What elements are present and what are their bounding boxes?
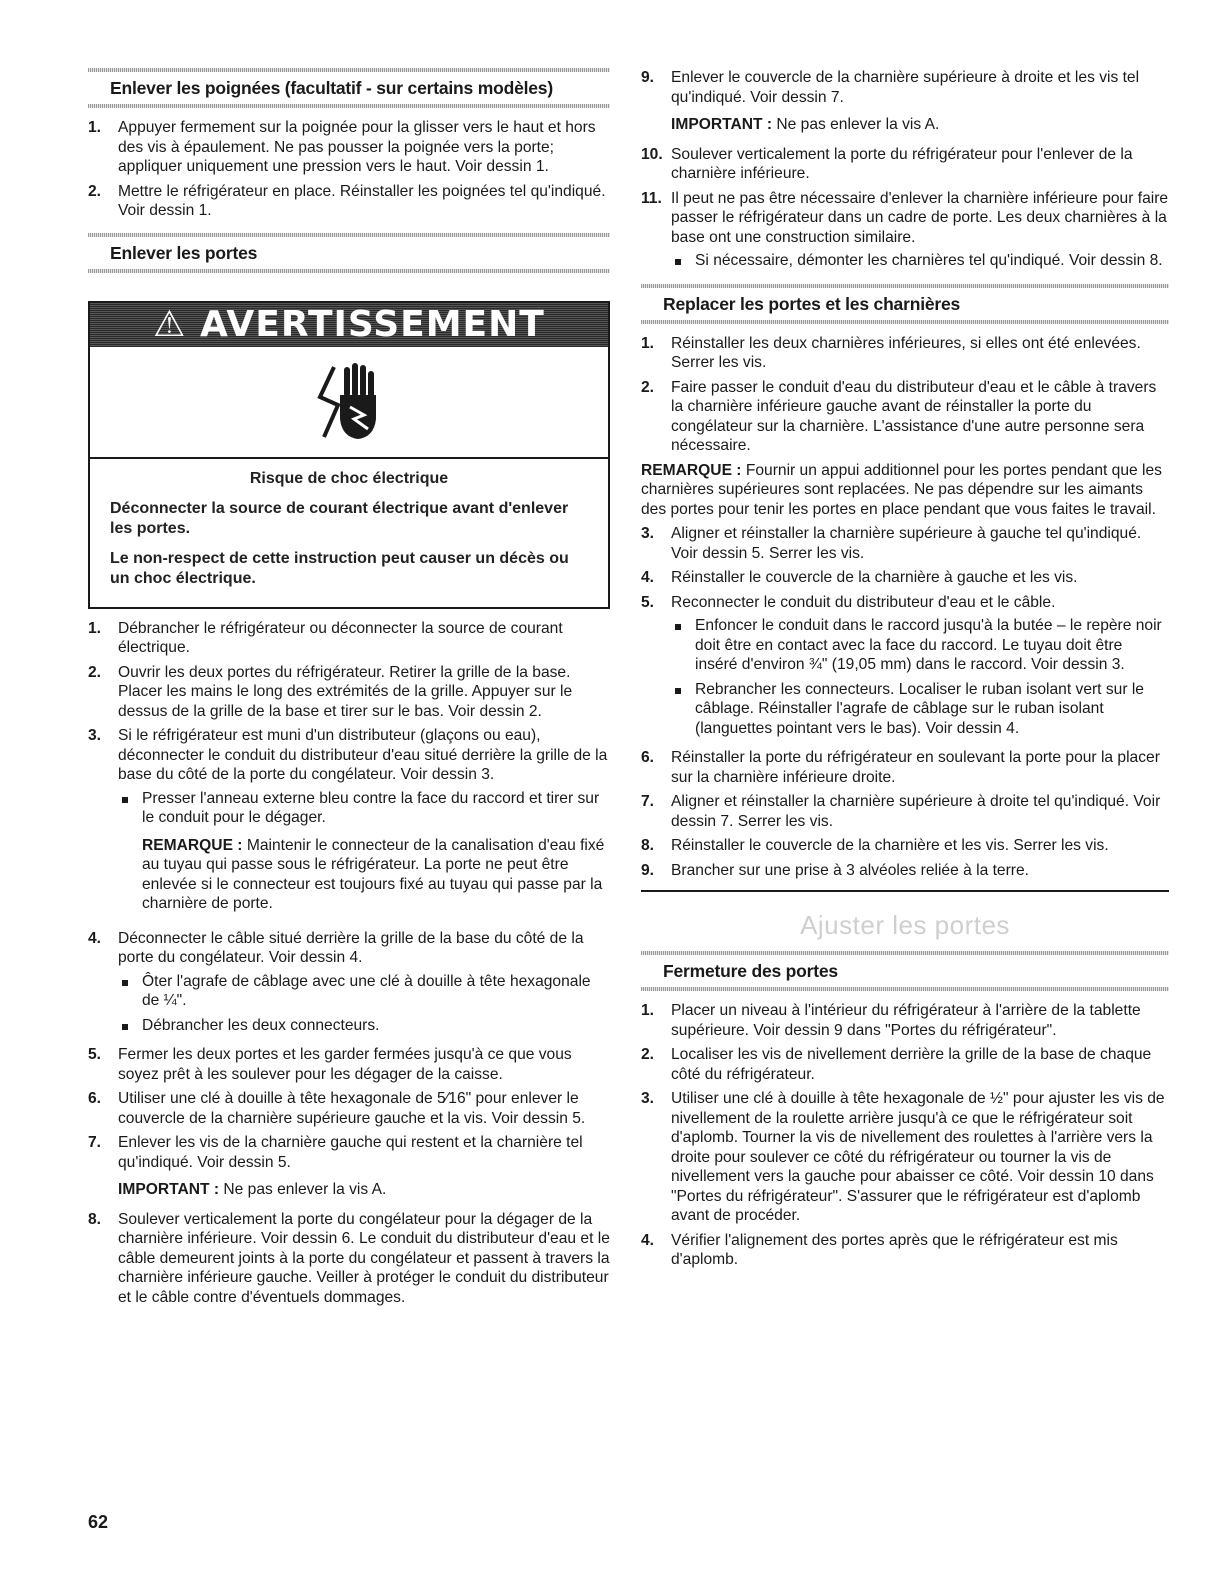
section-title-handles: Enlever les poignées (facultatif - sur certains modèles) xyxy=(110,78,553,98)
bullet-item: Enfoncer le conduit dans le raccord jusqu'à la butée – le repère noir doit être en contact avec la face du raccord. Le tuyau doit être inséré d'environ ¾" (19,05 mm) dans le raccord. Voir dessin 3. xyxy=(671,616,1169,675)
right-column xyxy=(641,68,1169,1275)
warning-consequence: Le non-respect de cette instruction peut causer un décès ou un choc électrique. xyxy=(110,549,569,587)
list-item: 9. Brancher sur une prise à 3 alvéoles reliée à la terre. xyxy=(641,861,1029,879)
list-item: 6. Utiliser une clé à douille à tête hexagonale de 5⁄16" pour enlever le couvercle de la charnière supérieure gauche et la vis. Voir dessin 5. xyxy=(88,1090,586,1127)
bullet-item: Si nécessaire, démonter les charnières tel qu'indiqué. Voir dessin 8. xyxy=(671,251,1169,271)
section-title-doors: Enlever les portes xyxy=(110,242,258,263)
note: REMARQUE : Maintenir le connecteur de la canalisation d'eau fixé au tuyau qui passe sous le réfrigérateur. La porte ne peut être enlevée si le connecteur est toujours fixé au tuyau qui passe par la charnière de porte. xyxy=(142,836,605,912)
list-item: 2. Mettre le réfrigérateur en place. Réinstaller les poignées tel qu'indiqué. Voir dessin 1. xyxy=(88,182,606,219)
list-item: 9. Enlever le couvercle de la charnière supérieure à droite et les vis tel qu'indiqué. Voir dessin 7. IMPORTANT : Ne pas enlever la vis A. xyxy=(641,68,1169,140)
section-rule xyxy=(641,951,1169,955)
handles-steps xyxy=(88,118,610,221)
list-item: 4. Vérifier l'alignement des portes après que le réfrigérateur est mis d'aplomb. xyxy=(641,1231,1118,1268)
list-item: 11. Il peut ne pas être nécessaire d'enlever la charnière inférieure pour faire passer le réfrigérateur dans un cadre de porte. Les deux charnières à la base ont une construction similaire. Si nécessaire, démonter les charnières tel qu'indiqué. Voir dessin 8. xyxy=(641,189,1169,269)
list-item: 8. Soulever verticalement la porte du congélateur pour la dégager de la charnière inférieure. Voir dessin 6. Le conduit du distributeur d'eau et le câble demeurent joints à la porte du congélateur et passent à travers la charnière inférieure gauche. Veiller à protéger le conduit du distributeur et le câble contre d'éventuels dommages. xyxy=(88,1210,610,1306)
warning-risk: Risque de choc électrique xyxy=(249,469,449,487)
section-rule xyxy=(641,987,1169,991)
list-item: 1. Placer un niveau à l'intérieur du réfrigérateur à l'arrière de la tablette supérieure. Voir dessin 9 dans "Portes du réfrigérateur". xyxy=(641,1002,1141,1039)
list-item: 7. Aligner et réinstaller la charnière supérieure à droite tel qu'indiqué. Voir dessin 7. Serrer les vis. xyxy=(641,793,1161,830)
list-item: 4. Réinstaller le couvercle de la charnière à gauche et les vis. xyxy=(641,569,1078,586)
page-number: 62 xyxy=(88,1512,109,1532)
warning-body xyxy=(90,459,608,607)
section-rule xyxy=(641,320,1169,324)
bullet-item: Rebrancher les connecteurs. Localiser le ruban isolant vert sur le câblage. Réinstaller l'agrafe de câblage sur le ruban isolant (languettes pointant vers le bas). Voir dessin 4. xyxy=(671,680,1169,739)
section-rule xyxy=(641,284,1169,288)
replace-steps-continued xyxy=(641,524,1169,880)
list-item: 5. Fermer les deux portes et les garder fermées jusqu'à ce que vous soyez prêt à les soulever pour les dégager de la caisse. xyxy=(88,1046,572,1083)
list-item: 8. Réinstaller le couvercle de la charnière et les vis. Serrer les vis. xyxy=(641,837,1109,854)
doors-steps-continued xyxy=(641,68,1169,276)
warning-box xyxy=(88,301,610,609)
left-column xyxy=(88,68,610,1312)
divider xyxy=(641,890,1169,892)
bullet-item: Débrancher les deux connecteurs. xyxy=(118,1016,610,1036)
section-title-closing: Fermeture des portes xyxy=(663,961,838,981)
list-item: 3. Utiliser une clé à douille à tête hexagonale de ½" pour ajuster les vis de nivellement de la roulette arrière jusqu'à ce que le réfrigérateur soit d'aplomb. Tourner la vis de nivellement des roulettes à l'arrière vers la droite pour soulever ce côté du réfrigérateur ou tourner la vis de nivellement vers la gauche pour abaisser ce côté. Voir dessin 10 dans "Portes du réfrigérateur". S'assurer que le réfrigérateur est d'aplomb avant de procéder. xyxy=(641,1090,1165,1224)
doors-steps xyxy=(88,619,610,1308)
bullet-item: Ôter l'agrafe de câblage avec une clé à douille à tête hexagonale de ¼". xyxy=(118,972,610,1011)
remark-paragraph: REMARQUE : Fournir un appui additionnel pour les portes pendant que les charnières supérieures sont replacées. Ne pas dépendre sur les aimants des portes pour tenir les portes en place pendant que vous faites le travail. xyxy=(641,461,1162,518)
electric-shock-icon xyxy=(90,347,608,459)
list-item: 2. Faire passer le conduit d'eau du distributeur d'eau et le câble à travers la charnière inférieure gauche avant de réinstaller la porte du congélateur sur la charnière. L'assistance d'une autre personne sera nécessaire. xyxy=(641,378,1157,454)
list-item: 4. Déconnecter le câble situé derrière la grille de la base du côté de la porte du congélateur. Voir dessin 4. Ôter l'agrafe de câblage avec une clé à douille à tête hexagonale de ¼". Débrancher les deux connecteurs. xyxy=(88,929,610,1041)
warning-header: ⚠ AVERTISSEMENT xyxy=(90,303,608,347)
bullet-item: Presser l'anneau externe bleu contre la face du raccord et tirer sur le conduit pour le dégager. REMARQUE : Maintenir le connecteur de la canalisation d'eau fixé au tuyau qui passe sous le réfrigérateur. La porte ne peut être enlevée si le connecteur est toujours fixé au tuyau qui passe par la charnière de porte. xyxy=(118,789,610,919)
warning-instruction: Déconnecter la source de courant électrique avant d'enlever les portes. xyxy=(110,499,569,537)
closing-steps xyxy=(641,1001,1169,1270)
section-rule xyxy=(88,269,610,273)
list-item: 7. Enlever les vis de la charnière gauche qui restent et la charnière tel qu'indiqué. Voir dessin 5. IMPORTANT : Ne pas enlever la vis A. xyxy=(88,1133,610,1205)
replace-steps xyxy=(641,334,1169,456)
list-item: 3. Si le réfrigérateur est muni d'un distributeur (glaçons ou eau), déconnecter le conduit du distributeur d'eau situé derrière la grille de la base du côté de la porte du congélateur. Voir dessin 3. Presser l'anneau externe bleu contre la face du raccord et tirer sur le conduit pour le dégager. REMARQUE : Maintenir le connecteur de la canalisation d'eau fixé au tuyau qui passe sous le réfrigérateur. La porte ne peut être enlevée si le connecteur est toujours fixé au tuyau qui passe par la charnière de porte. xyxy=(88,726,610,924)
list-item: 1. Débrancher le réfrigérateur ou déconnecter la source de courant électrique. xyxy=(88,619,563,656)
chapter-title: Ajuster les portes xyxy=(800,910,1010,940)
list-item: 3. Aligner et réinstaller la charnière supérieure à gauche tel qu'indiqué. Voir dessin 5. Serrer les vis. xyxy=(641,525,1142,562)
section-rule xyxy=(88,104,610,108)
list-item: 2. Localiser les vis de nivellement derrière la grille de la base de chaque côté du réfrigérateur. xyxy=(641,1046,1152,1083)
section-title-replace: Replacer les portes et les charnières xyxy=(663,293,961,314)
list-item: 1. Réinstaller les deux charnières inférieures, si elles ont été enlevées. Serrer les vis. xyxy=(641,334,1141,371)
section-rule xyxy=(88,233,610,237)
note: IMPORTANT : Ne pas enlever la vis A. xyxy=(118,1181,387,1198)
list-item: 10. Soulever verticalement la porte du réfrigérateur pour l'enlever de la charnière inférieure. xyxy=(641,145,1133,182)
section-rule xyxy=(88,68,610,72)
list-item: 2. Ouvrir les deux portes du réfrigérateur. Retirer la grille de la base. Placer les mains le long des extrémités de la grille. Appuyer sur le dessus de la grille de la base et tirer sur le bas. Voir dessin 2. xyxy=(88,663,573,720)
list-item: 1. Appuyer fermement sur la poignée pour la glisser vers le haut et hors des vis à épaulement. Ne pas pousser la poignée vers la porte; appliquer uniquement une pression vers le haut. Voir dessin 1. xyxy=(88,119,596,175)
list-item: 5. Reconnecter le conduit du distributeur d'eau et le câble. Enfoncer le conduit dans le raccord jusqu'à la butée – le repère noir doit être en contact avec la face du raccord. Le tuyau doit être inséré d'environ ¾" (19,05 mm) dans le raccord. Voir dessin 3. Rebrancher les connecteurs. Localiser le ruban isolant vert sur le câblage. Réinstaller l'agrafe de câblage sur le ruban isolant (languettes pointant vers le bas). Voir dessin 4. xyxy=(641,593,1169,744)
list-item: 6. Réinstaller la porte du réfrigérateur en soulevant la porte pour la placer sur la charnière inférieure droite. xyxy=(641,749,1160,786)
note: IMPORTANT : Ne pas enlever la vis A. xyxy=(671,116,940,133)
